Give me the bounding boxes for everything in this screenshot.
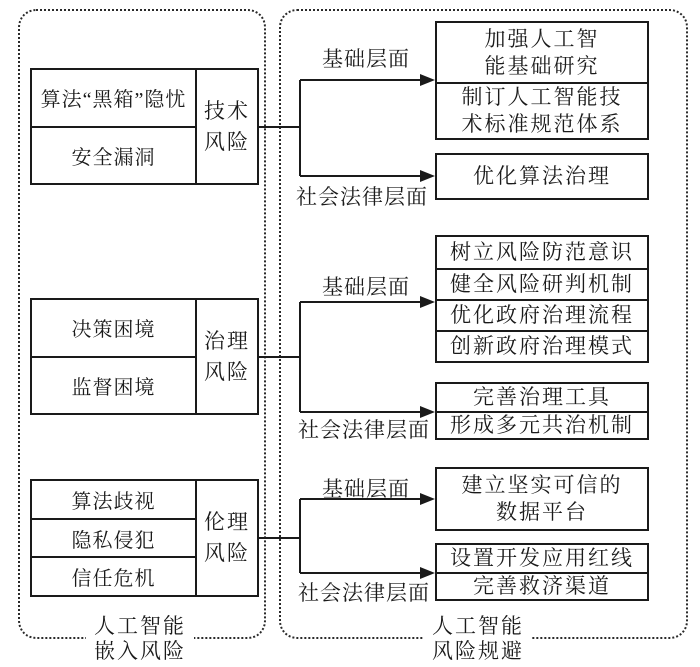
measure-line: 优化政府治理流程	[450, 303, 634, 327]
measure-box	[437, 330, 647, 361]
measure-box	[437, 572, 647, 599]
measure-line: 健全风险研判机制	[450, 272, 634, 296]
measure-stack-governance-social	[435, 382, 649, 440]
measure-stack-ethical-basic	[435, 467, 649, 531]
risk-item: 决策困境	[32, 300, 195, 358]
caption-line: 风险规避	[432, 639, 524, 663]
measure-stack-technical-social	[435, 153, 649, 200]
measure-line: 创新政府治理模式	[450, 334, 634, 358]
risk-item-list	[32, 300, 195, 413]
risk-item: 信任危机	[71, 568, 156, 591]
risk-item: 安全漏洞	[71, 146, 156, 169]
measure-line: 制订人工智能技	[461, 85, 623, 109]
risk-avoidance-caption	[424, 614, 532, 664]
risk-category-line: 风险	[204, 541, 250, 565]
risk-item-list	[32, 481, 195, 595]
measure-box	[437, 299, 647, 330]
risk-category-technical	[195, 70, 257, 183]
measure-line: 完善救济渠道	[473, 574, 611, 598]
measure-line: 完善治理工具	[473, 385, 611, 409]
risk-category-line: 风险	[204, 359, 250, 384]
risk-category-line: 伦理	[204, 510, 250, 534]
measure-box	[437, 237, 647, 268]
measure-line: 树立风险防范意识	[450, 240, 634, 264]
caption-line: 人工智能	[432, 614, 524, 638]
measure-box	[437, 268, 647, 299]
measure-line: 术标准规范体系	[461, 112, 623, 136]
risk-category-line: 技术	[204, 98, 250, 123]
risk-group-technical	[30, 68, 259, 185]
measure-line: 数据平台	[496, 500, 588, 524]
risk-item: 算法“黑箱”隐忧	[32, 70, 195, 128]
risk-group-governance	[30, 298, 259, 415]
measure-line: 设置开发应用红线	[450, 546, 634, 570]
risk-group-ethical	[30, 479, 259, 597]
measure-stack-technical-basic	[435, 21, 649, 140]
measure-box	[437, 82, 647, 138]
measure-box	[437, 545, 647, 572]
level-label-social: 社会法律层面	[296, 577, 432, 607]
risk-item: 监督困境	[71, 376, 156, 399]
risk-category-governance	[195, 300, 257, 413]
caption-line: 人工智能	[94, 614, 186, 638]
measure-line: 形成多元共治机制	[450, 413, 634, 437]
measure-box	[437, 384, 647, 411]
embedded-risk-caption	[86, 614, 194, 664]
level-label-basic: 基础层面	[320, 271, 412, 301]
measure-line: 建立坚实可信的	[461, 473, 623, 497]
level-label-social: 社会法律层面	[296, 414, 432, 444]
risk-item: 算法歧视	[32, 481, 195, 520]
measure-stack-ethical-social	[435, 543, 649, 601]
measure-box	[437, 469, 647, 529]
measure-box	[437, 155, 647, 198]
level-label-basic: 基础层面	[320, 473, 412, 503]
measure-line: 能基础研究	[484, 53, 600, 78]
measure-line: 优化算法治理	[473, 164, 611, 188]
risk-category-ethical	[195, 481, 257, 595]
measure-stack-governance-basic	[435, 235, 649, 363]
risk-category-line: 治理	[204, 328, 250, 353]
caption-line: 嵌入风险	[94, 639, 186, 663]
level-label-basic: 基础层面	[320, 43, 412, 73]
risk-item-list	[32, 70, 195, 183]
risk-item: 隐私侵犯	[32, 520, 195, 559]
measure-box	[437, 23, 647, 82]
level-label-social: 社会法律层面	[294, 181, 430, 211]
measure-line: 加强人工智	[484, 26, 600, 51]
measure-box	[437, 411, 647, 438]
risk-category-line: 风险	[204, 129, 250, 154]
